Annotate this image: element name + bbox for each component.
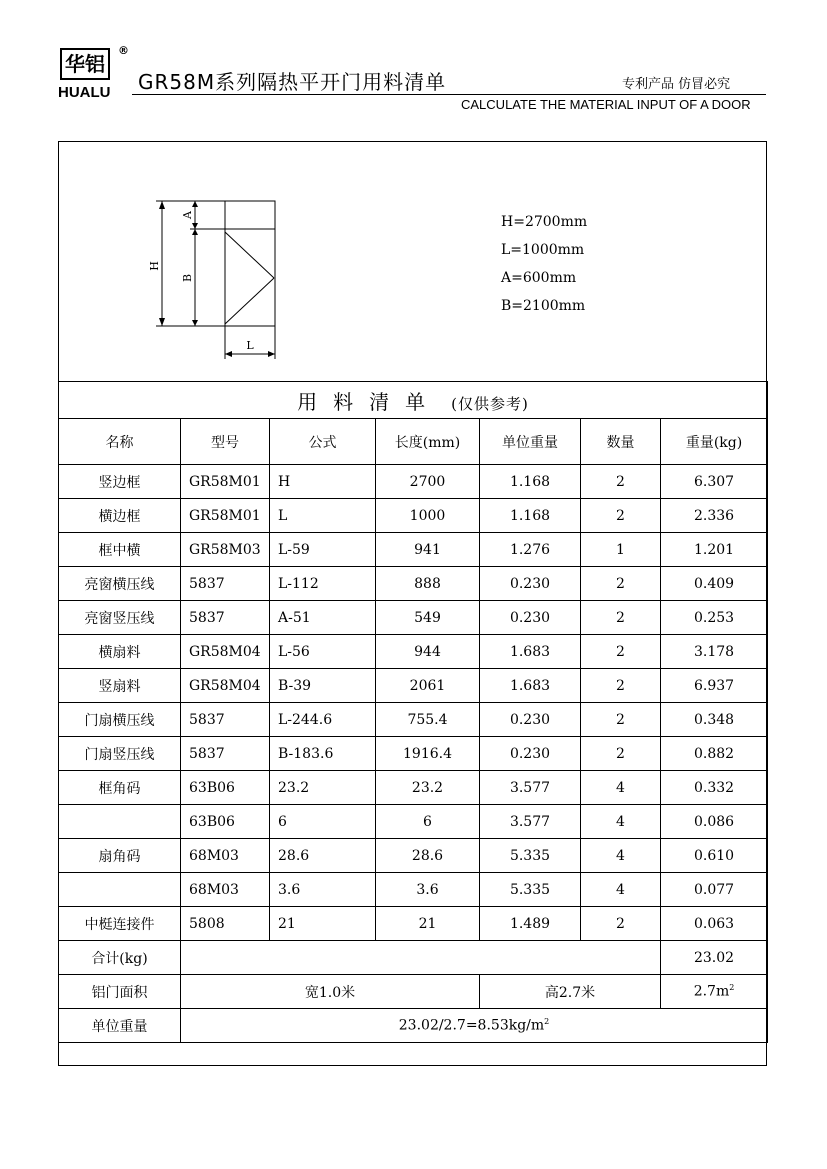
row-unit-weight: 0.230: [480, 567, 581, 601]
row-qty: 2: [581, 669, 661, 703]
row-weight: 0.077: [661, 873, 768, 907]
table-row: [59, 567, 768, 601]
row-unit-weight: 1.489: [480, 907, 581, 941]
col-header-formula: 公式: [270, 419, 376, 465]
row-model: GR58M01: [181, 499, 270, 533]
row-qty: 4: [581, 873, 661, 907]
row-qty: 2: [581, 635, 661, 669]
total-row: [59, 941, 768, 975]
registered-mark: ®: [118, 44, 129, 57]
row-length: 1916.4: [376, 737, 480, 771]
document-title: GR58M系列隔热平开门用料清单: [138, 70, 447, 94]
opening-line-bottom: [225, 278, 274, 324]
row-weight: 0.348: [661, 703, 768, 737]
row-formula: L-112: [270, 567, 376, 601]
table-row: [59, 737, 768, 771]
row-qty: 4: [581, 839, 661, 873]
dim-l: L=1000mm: [501, 242, 585, 258]
row-model: 68M03: [181, 873, 270, 907]
row-model: 5837: [181, 601, 270, 635]
b-label: B: [181, 273, 194, 283]
row-model: 68M03: [181, 839, 270, 873]
door-diagram: [58, 141, 767, 381]
row-weight: 0.086: [661, 805, 768, 839]
row-name: 横扇料: [59, 635, 181, 669]
row-unit-weight: 1.683: [480, 669, 581, 703]
unit-weight-value: 23.02/2.7=8.53kg/m: [398, 1017, 545, 1034]
list-title: 用料清单: [297, 389, 442, 414]
row-model: GR58M01: [181, 465, 270, 499]
area-height: 高2.7米: [480, 975, 661, 1009]
table-row: [59, 669, 768, 703]
row-weight: 6.307: [661, 465, 768, 499]
row-formula: 21: [270, 907, 376, 941]
row-formula: 23.2: [270, 771, 376, 805]
row-qty: 2: [581, 601, 661, 635]
row-name: 横边框: [59, 499, 181, 533]
row-model: 5837: [181, 703, 270, 737]
row-unit-weight: 3.577: [480, 805, 581, 839]
table-row: [59, 873, 768, 907]
row-qty: 2: [581, 737, 661, 771]
row-name: [59, 873, 181, 907]
row-qty: 2: [581, 465, 661, 499]
row-formula: L-244.6: [270, 703, 376, 737]
dimension-list: [501, 208, 587, 320]
row-name: 竖边框: [59, 465, 181, 499]
a-label: A: [181, 211, 194, 219]
logo-chinese: 华铝: [65, 52, 105, 76]
row-weight: 0.610: [661, 839, 768, 873]
list-note: (仅供参考): [451, 394, 529, 413]
row-length: 23.2: [376, 771, 480, 805]
row-formula: A-51: [270, 601, 376, 635]
row-name: 框角码: [59, 771, 181, 805]
row-length: 941: [376, 533, 480, 567]
row-qty: 2: [581, 703, 661, 737]
row-name: 框中横: [59, 533, 181, 567]
row-model: 5837: [181, 567, 270, 601]
door-outline: [225, 201, 275, 326]
table-row: [59, 465, 768, 499]
table-row: [59, 907, 768, 941]
dim-a: A=600mm: [501, 270, 577, 286]
table-row: [59, 771, 768, 805]
row-qty: 2: [581, 907, 661, 941]
unit-weight-label: 单位重量: [59, 1009, 181, 1043]
row-unit-weight: 3.577: [480, 771, 581, 805]
material-table: [58, 381, 768, 1043]
total-label: 合计(kg): [59, 941, 181, 975]
row-weight: 0.882: [661, 737, 768, 771]
row-weight: 6.937: [661, 669, 768, 703]
row-weight: 0.253: [661, 601, 768, 635]
row-length: 28.6: [376, 839, 480, 873]
row-length: 755.4: [376, 703, 480, 737]
brand-logo: [58, 44, 129, 104]
row-weight: 2.336: [661, 499, 768, 533]
row-unit-weight: 1.168: [480, 465, 581, 499]
area-row: [59, 975, 768, 1009]
col-header-name: 名称: [59, 419, 181, 465]
row-length: 1000: [376, 499, 480, 533]
area-label: 铝门面积: [59, 975, 181, 1009]
row-qty: 4: [581, 771, 661, 805]
row-formula: L: [270, 499, 376, 533]
row-weight: 0.332: [661, 771, 768, 805]
row-weight: 3.178: [661, 635, 768, 669]
row-formula: L-56: [270, 635, 376, 669]
col-header-length: 长度(mm): [376, 419, 480, 465]
row-model: GR58M04: [181, 669, 270, 703]
col-header-qty: 数量: [581, 419, 661, 465]
row-weight: 0.063: [661, 907, 768, 941]
row-name: 亮窗横压线: [59, 567, 181, 601]
header-rule: [132, 94, 766, 95]
row-name: 竖扇料: [59, 669, 181, 703]
area-value-cell: [661, 975, 768, 1009]
row-weight: 1.201: [661, 533, 768, 567]
row-qty: 4: [581, 805, 661, 839]
dim-b: B=2100mm: [501, 298, 586, 314]
table-row: [59, 805, 768, 839]
row-formula: L-59: [270, 533, 376, 567]
list-title-cell: [59, 382, 768, 419]
h-label: H: [148, 261, 161, 271]
table-row: [59, 499, 768, 533]
row-qty: 1: [581, 533, 661, 567]
row-formula: 3.6: [270, 873, 376, 907]
logo-english: HUALU: [58, 84, 111, 101]
row-model: 5808: [181, 907, 270, 941]
document-subtitle: CALCULATE THE MATERIAL INPUT OF A DOOR: [461, 97, 751, 112]
col-header-unit-weight: 单位重量: [480, 419, 581, 465]
opening-line-top: [225, 232, 274, 278]
row-length: 2061: [376, 669, 480, 703]
row-formula: 28.6: [270, 839, 376, 873]
row-length: 944: [376, 635, 480, 669]
row-model: 63B06: [181, 805, 270, 839]
row-qty: 2: [581, 567, 661, 601]
row-formula: 6: [270, 805, 376, 839]
row-unit-weight: 5.335: [480, 873, 581, 907]
total-value: 23.02: [661, 941, 768, 975]
unit-weight-row: [59, 1009, 768, 1043]
table-row: [59, 703, 768, 737]
row-name: 门扇竖压线: [59, 737, 181, 771]
area-value: 2.7m: [693, 983, 730, 1000]
row-unit-weight: 1.683: [480, 635, 581, 669]
row-unit-weight: 0.230: [480, 601, 581, 635]
table-row: [59, 533, 768, 567]
row-name: 扇角码: [59, 839, 181, 873]
row-unit-weight: 1.168: [480, 499, 581, 533]
row-length: 888: [376, 567, 480, 601]
row-formula: H: [270, 465, 376, 499]
table-row: [59, 839, 768, 873]
column-header-row: [59, 419, 768, 465]
row-length: 549: [376, 601, 480, 635]
row-model: GR58M04: [181, 635, 270, 669]
row-model: 63B06: [181, 771, 270, 805]
col-header-model: 型号: [181, 419, 270, 465]
row-name: [59, 805, 181, 839]
row-name: 亮窗竖压线: [59, 601, 181, 635]
dim-h: H=2700mm: [501, 214, 588, 230]
row-name: 中梃连接件: [59, 907, 181, 941]
row-model: 5837: [181, 737, 270, 771]
row-model: GR58M03: [181, 533, 270, 567]
row-qty: 2: [581, 499, 661, 533]
patent-notice: 专利产品 仿冒必究: [622, 77, 731, 92]
row-unit-weight: 5.335: [480, 839, 581, 873]
total-spacer: [181, 941, 661, 975]
area-width: 宽1.0米: [181, 975, 480, 1009]
row-formula: B-39: [270, 669, 376, 703]
row-length: 2700: [376, 465, 480, 499]
row-weight: 0.409: [661, 567, 768, 601]
row-length: 6: [376, 805, 480, 839]
area-sup: 2: [729, 983, 735, 993]
table-row: [59, 635, 768, 669]
col-header-weight: 重量(kg): [661, 419, 768, 465]
table-row: [59, 601, 768, 635]
row-formula: B-183.6: [270, 737, 376, 771]
row-unit-weight: 0.230: [480, 737, 581, 771]
unit-weight-value-cell: [181, 1009, 768, 1043]
row-length: 21: [376, 907, 480, 941]
unit-weight-sup: 2: [544, 1017, 550, 1027]
row-name: 门扇横压线: [59, 703, 181, 737]
row-length: 3.6: [376, 873, 480, 907]
row-unit-weight: 1.276: [480, 533, 581, 567]
row-unit-weight: 0.230: [480, 703, 581, 737]
l-label: L: [246, 339, 254, 352]
